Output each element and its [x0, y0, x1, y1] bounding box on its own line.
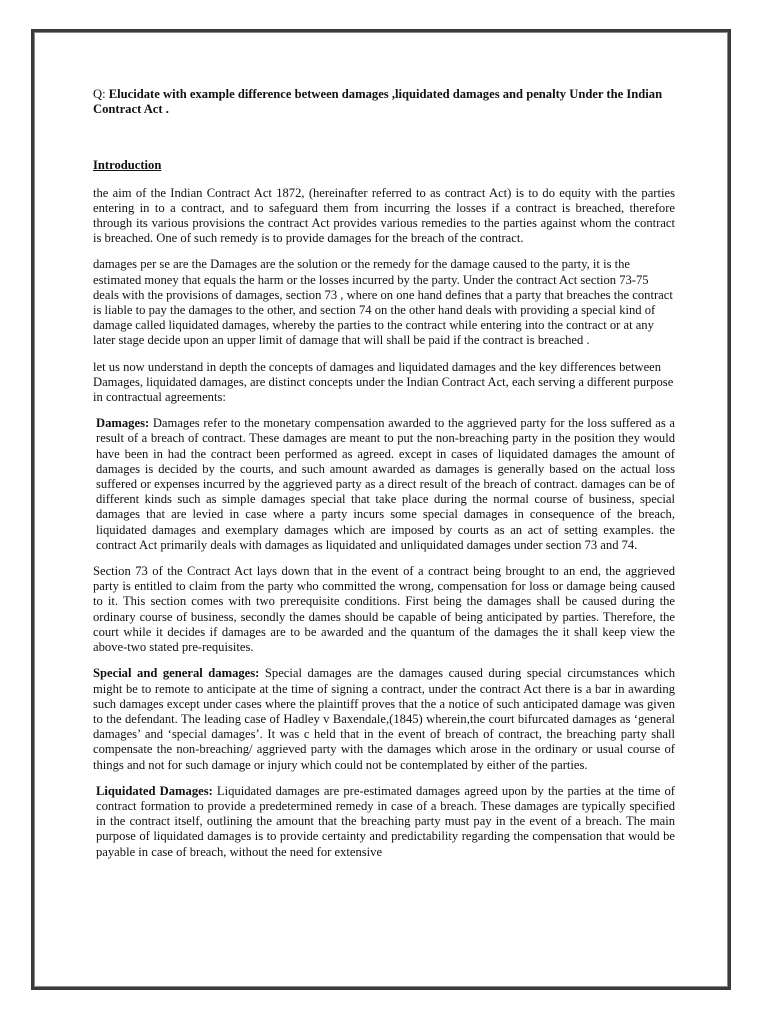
paragraph-text: damages per se are the Damages are the solution or the remedy for the damage caused to the party, it is the estimated money that equals the harm or the losses incurred by the party. Under the contract Act section 73-75 deals with the provisions of damages, section 73 , where on one hand defines that a party that breaches the contract is liable to pay the damages to the other, and section 74 on the other hand deals with providing a special kind of damage called liquidated damages, whereby the parties to the contract while entering into the contract or at any later stage decide upon an upper limit of damage that will shall be paid if the contract is breached . — [93, 257, 673, 348]
paragraph-aim — [93, 186, 675, 247]
paragraph-section-73 — [93, 564, 675, 655]
paragraph-lead: Special and general damages: — [93, 666, 260, 681]
paragraph-text: the aim of the Indian Contract Act 1872, (hereinafter referred to as contract Act) is to do equity with the parties entering in to a contract, and to safeguard them from incurring the losses if a contract is breached, therefore through its various provisions the contract Act provides various remedies to the parties against whom the contract is breached. One of such remedy is to provide damages for the breach of the contract. — [93, 185, 675, 246]
paragraph-text: let us now understand in depth the concepts of damages and liquidated damages and the key differences between Damages, liquidated damages, are distinct concepts under the Indian Contract Act, each serving a different purpose in contractual agreements: — [93, 359, 674, 405]
paragraph-special-general-damages — [93, 666, 675, 772]
paragraph-liquidated-damages — [93, 784, 675, 860]
question — [93, 87, 675, 117]
intro-heading: Introduction — [93, 158, 162, 173]
question-text: Elucidate with example difference between damages ,liquidated damages and penalty Under the Indian Contract Act . — [93, 87, 663, 117]
paragraph-text: Damages refer to the monetary compensation awarded to the aggrieved party for the loss suffered as a result of a breach of contract. These damages are meant to put the non-breaching party in the position they would have been in had the contract been performed as agreed. except in cases of liquidated damages the amount of damages is decided by the courts, and such amount awarded as damages is generally based on the actual loss suffered or expenses incurred by the aggrieved party as a direct result of the breach of contract. damages can be of different kinds such as simple damages special that take place during the normal course of business, special damages that are levied in case where a party incurs some special damages in consequence of the breach, liquidated damages and exemplary damages which are imposed by courts as an act of setting examples. the contract Act primarily deals with damages as liquidated and unliquidated damages under section 73 and 74. — [96, 416, 675, 552]
question-prefix: Q: — [93, 87, 106, 101]
document-body — [93, 87, 675, 871]
paragraph-text: Section 73 of the Contract Act lays down that in the event of a contract being brought to an end, the aggrieved party is entitled to claim from the party who committed the wrong, compensation for loss or damage being caused to it. This section comes with two prerequisite conditions. First being the damages shall be caused during the ordinary course of business, secondly the dames should be capable of being anticipated by parties. Therefore, the court while it decides if damages are to be awarded and the quantum of the damages the it shall keep view the above-two stated pre-requisites. — [93, 564, 675, 655]
paragraph-key-differences — [93, 360, 675, 406]
paragraph-damages — [93, 416, 675, 553]
paragraph-lead: Liquidated Damages: — [96, 783, 213, 798]
paragraph-text: Liquidated damages are pre-estimated damages agreed upon by the parties at the time of contract formation to provide a predetermined remedy in case of a breach. These damages are typically specified in the contract itself, outlining the amount that the breaching party must pay in the event of a breach. The main purpose of liquidated damages is to provide certainty and predictability regarding the compensation that would be payable in case of breach, without the need for extensive — [96, 783, 675, 859]
paragraph-damages-per-se — [93, 257, 675, 348]
paragraph-text: Special damages are the damages caused during special circumstances which might be to remote to anticipate at the time of signing a contract, under the contract Act there is a bar in awarding such damages except under cases where the plaintiff proves that the a notice of such anticipated damage was given to the defendant. The leading case of Hadley v Baxendale,(1845) wherein,the court bifurcated damages as ‘general damages’ and ‘special damages’. It was c held that in the event of breach of contract, the breaching party shall compensate the non-breaching/ aggrieved party with the damages which arose in the ordinary or usual course of things and not for such damage or injury which could not be contemplated by either of the parties. — [93, 666, 676, 772]
paragraph-lead: Damages: — [96, 416, 150, 431]
